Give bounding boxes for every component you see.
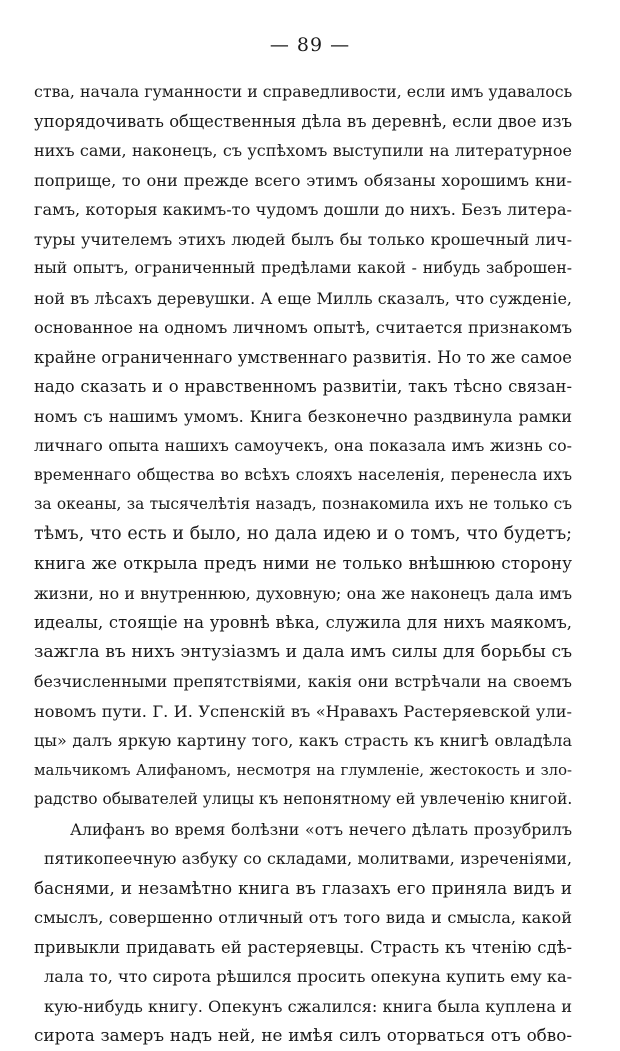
text-line: поприще, то они прежде всего этимъ обязаны хорошимъ кни- [34,170,572,190]
text-line: нихъ сами, наконецъ, съ успѣхомъ выступили на литературное [34,141,572,160]
text-line: за океаны, за тысячелѣтія назадъ, познакомила ихъ не только съ [34,495,572,513]
text-line: временнаго общества во всѣхъ слояхъ населенія, перенесла ихъ [34,465,572,484]
text-line: гамъ, которыя какимъ-то чудомъ дошли до нихъ. Безъ литера- [34,200,572,219]
text-line: упорядочивать общественныя дѣла въ деревнѣ, если двое изъ [34,111,572,131]
text-line: туры учителемъ этихъ людей былъ бы только крошечный лич- [34,229,572,249]
text-line: пятикопеечную азбуку со складами, молитвами, изреченіями, [44,849,572,868]
text-line: ный опытъ, ограниченный предѣлами какой - нибудь заброшен- [34,259,572,277]
text-line: мальчикомъ Алифаномъ, несмотря на глумленіе, жестокость и зло- [34,761,572,779]
text-line-paragraph-end: радство обывателей улицы къ непонятному ей увлеченію книгой. [34,790,572,808]
text-line: баснями, и незамѣтно книга въ глазахъ его приняла видъ и [34,877,572,898]
text-line: зажгла въ нихъ энтузіазмъ и дала имъ силы для борьбы съ [34,641,572,662]
text-line: смыслъ, совершенно отличный отъ того вида и смысла, какой [34,908,572,927]
text-line: ной въ лѣсахъ деревушки. А еще Милль сказалъ, что сужденіе, [34,288,572,308]
text-line: новомъ пути. Г. И. Успенскій въ «Нравахъ Растеряевской ули- [34,701,572,721]
text-line: жизни, но и внутреннюю, духовную; она же наконецъ дала имъ [34,583,572,603]
body-text [34,77,572,1051]
text-line: основанное на одномъ личномъ опытѣ, считается признакомъ [34,318,572,337]
text-line: привыкли придавать ей растеряевцы. Страсть къ чтенію сдѣ- [34,937,572,957]
text-line: личнаго опыта нашихъ самоучекъ, она показала имъ жизнь со- [34,436,572,455]
text-line-paragraph-start: Алифанъ во время болѣзни «отъ нечего дѣлать прозубрилъ [70,819,572,839]
text-line: идеалы, стоящіе на уровнѣ вѣка, служила для нихъ маякомъ, [34,613,572,632]
text-line: книга же открыла предъ ними не только внѣшнюю сторону [34,553,572,573]
text-line: ства, начала гуманности и справедливости, если имъ удавалось [34,82,572,101]
text-line: лала то, что сирота рѣшился просить опекуна купить ему ка- [44,967,572,986]
text-line: надо сказать и о нравственномъ развитіи, такъ тѣсно связан- [34,377,572,396]
text-line: кую-нибудь книгу. Опекунъ сжалился: книга была куплена и [44,996,572,1016]
text-line: безчисленными препятствіями, какія они встрѣчали на своемъ [34,672,572,691]
text-line: номъ съ нашимъ умомъ. Книга безконечно раздвинула рамки [34,406,572,426]
text-line: цы» далъ яркую картину того, какъ страсть къ книгѣ овладѣла [34,731,572,750]
text-line: крайне ограниченнагo умственнаго развитія. Но то же самое [34,347,572,367]
text-line: тѣмъ, что есть и было, но дала идею и о томъ, что будетъ; [34,523,572,544]
page-number: — 89 — [269,34,351,56]
text-line: сирота замеръ надъ ней, не имѣя силъ оторваться отъ обво- [34,1025,572,1045]
